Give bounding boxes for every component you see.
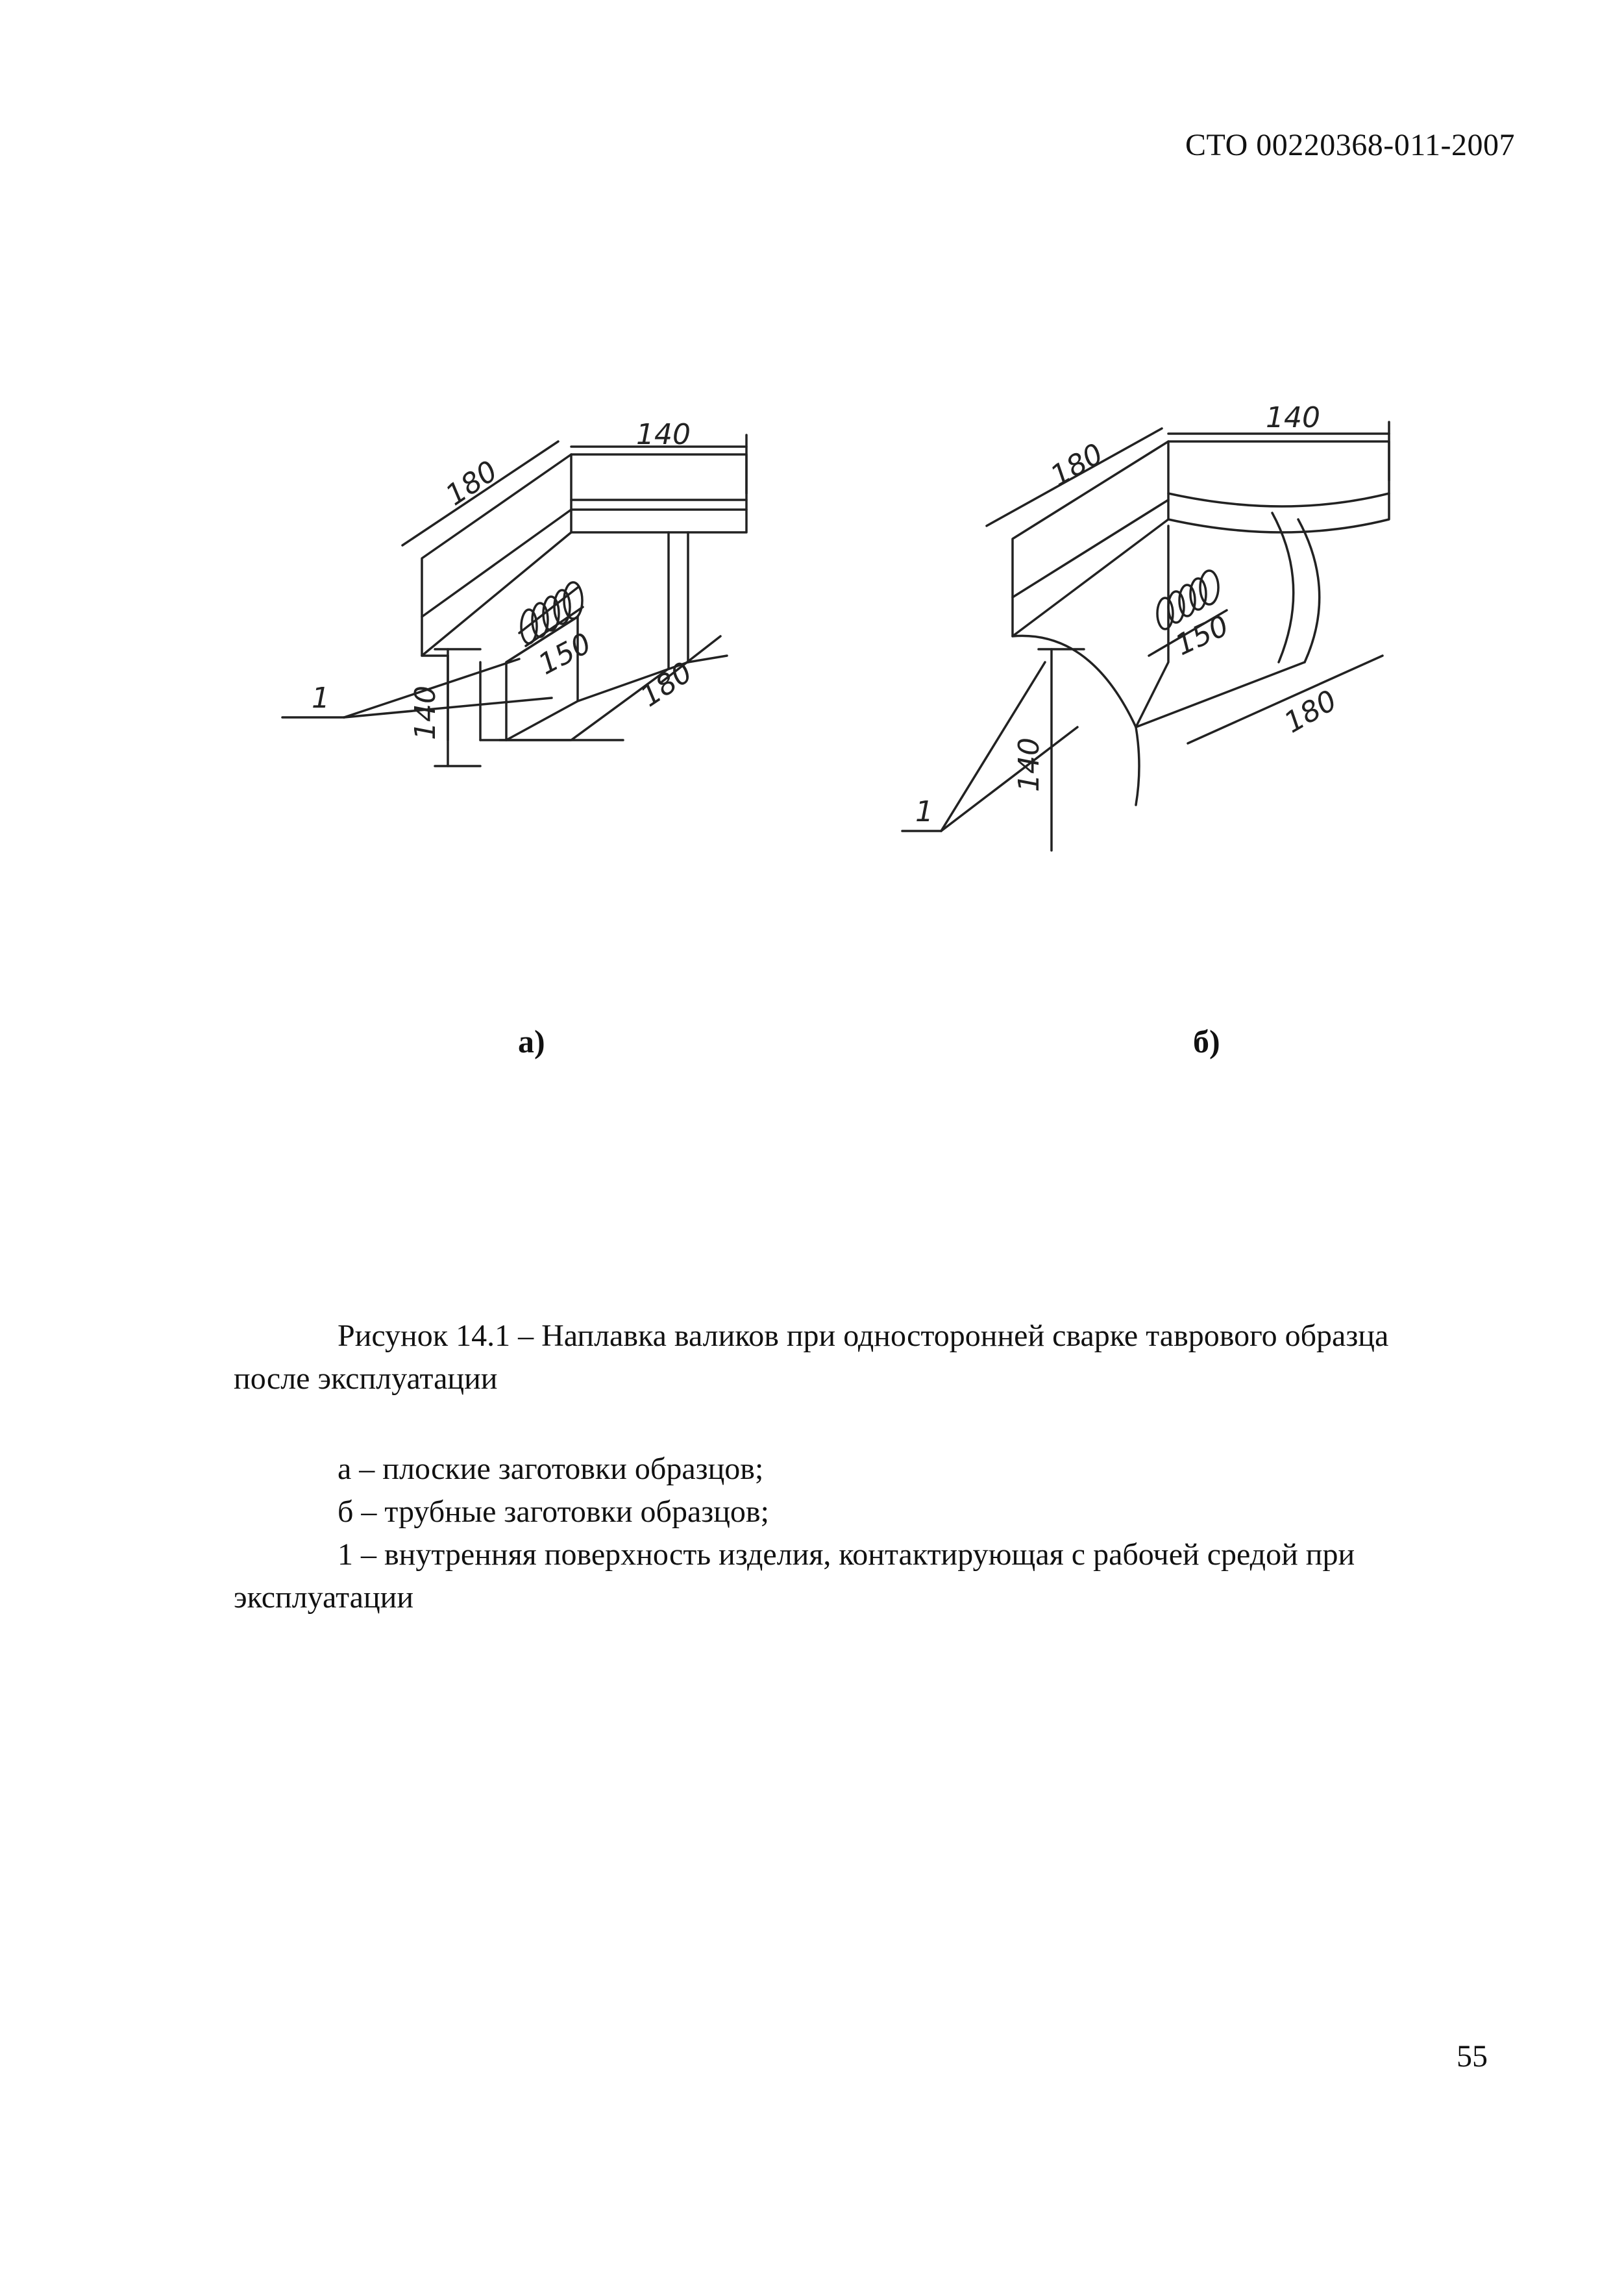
figure-b-pipe-specimen [889,390,1434,883]
dim-bead-a: 150 [533,626,597,682]
document-code: СТО 00220368-011-2007 [1185,128,1515,162]
legend-item-1-cont: эксплуатации [234,1580,414,1615]
dim-top-b: 140 [1266,401,1320,434]
figure-caption-line2: после эксплуатации [234,1361,498,1396]
figure-caption-line1: Рисунок 14.1 – Наплавка валиков при односторонней сварке таврового образца [338,1319,1389,1353]
dim-base-a: 180 [634,655,698,714]
dim-base-b: 180 [1279,684,1343,740]
legend-item-b: б – трубные заготовки образцов; [338,1494,769,1529]
dim-diag-a: 180 [439,454,504,513]
dim-bead-b: 150 [1170,609,1234,662]
legend-item-a: а – плоские заготовки образцов; [338,1452,764,1486]
page-number: 55 [1457,2039,1488,2074]
subfigure-b-label: б) [1193,1023,1220,1059]
subfigure-a-label: а) [518,1023,545,1059]
dim-diag-b: 180 [1045,437,1109,493]
legend-item-1: 1 – внутренняя поверхность изделия, контактирующая с рабочей средой при [338,1537,1355,1572]
dim-top-a: 140 [636,418,691,451]
callout-1-a: 1 [312,682,330,715]
dim-height-a: 140 [409,686,442,740]
dim-height-b: 140 [1013,737,1046,792]
callout-1-b: 1 [915,795,933,828]
figure-a-flat-specimen [273,403,805,870]
